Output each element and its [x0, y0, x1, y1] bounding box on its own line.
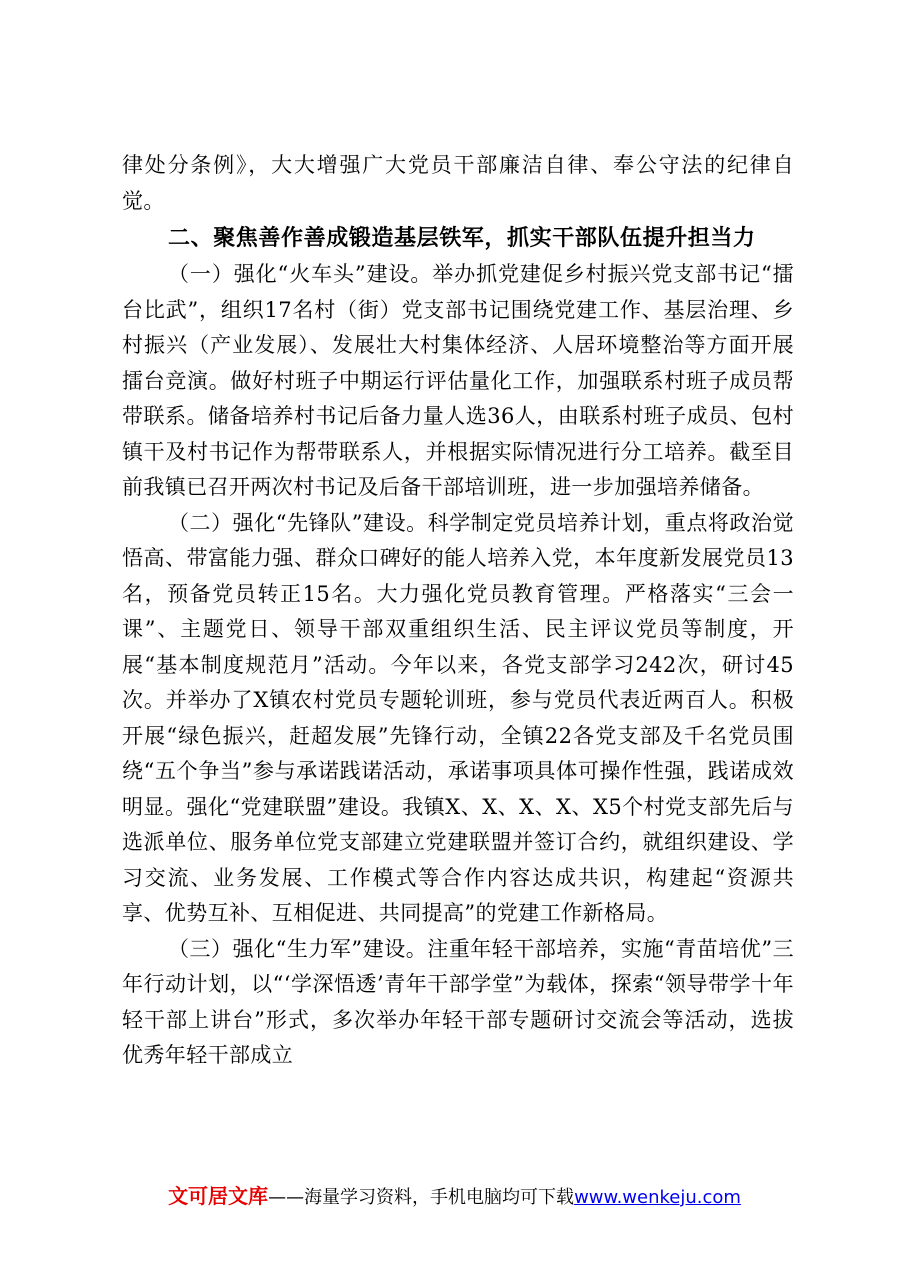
paragraph-locomotive: （一）强化“火车头”建设。举办抓党建促乡村振兴党支部书记“擂台比武”，组织17名村（街）党支部书记围绕党建工作、基层治理、乡村振兴（产业发展）、发展壮大村集体经济、人居环境整治等方面开展擂台竞演。做好村班子中期运行评估量化工作，加强联系村班子成员帮带联系。储备培养村书记后备力量人选36人，由联系村班子成员、包村镇干及村书记作为帮带联系人，并根据实际情况进行分工培养。截至目前我镇已召开两次村书记及后备干部培训班，进一步加强培养储备。: [122, 262, 794, 499]
footer-banner: [0, 1183, 909, 1211]
footer-slogan: ——海量学习资料，手机电脑均可下载: [268, 1187, 575, 1208]
document-body: [122, 148, 794, 1074]
footer-brand: 文可居文库: [168, 1184, 269, 1208]
footer-link[interactable]: www.wenkeju.com: [574, 1187, 741, 1208]
paragraph-vanguard: （二）强化“先锋队”建设。科学制定党员培养计划，重点将政治觉悟高、带富能力强、群众口碑好的能人培养入党，本年度新发展党员13名，预备党员转正15名。大力强化党员教育管理。严格落实“三会一课”、主题党日、领导干部双重组织生活、民主评议党员等制度，开展“基本制度规范月”活动。今年以来，各党支部学习242次，研讨45次。并举办了X镇农村党员专题轮训班，参与党员代表近两百人。积极开展“绿色振兴，赶超发展”先锋行动，全镇22各党支部及千名党员围绕“五个争当”参与承诺践诺活动，承诺事项具体可操作性强，践诺成效明显。强化“党建联盟”建设。我镇X、X、X、X、X5个村党支部先后与选派单位、服务单位党支部建立党建联盟并签订合约，就组织建设、学习交流、业务发展、工作模式等合作内容达成共识，构建起“资源共享、优势互补、互相促进、共同提高”的党建工作新格局。: [122, 510, 794, 925]
paragraph-new-force: （三）强化“生力军”建设。注重年轻干部培养，实施“青苗培优”三年行动计划，以“‘学深悟透’青年干部学堂”为载体，探索“领导带学十年轻干部上讲台”形式，多次举办年轻干部专题研讨交流会等活动，选拔优秀年轻干部成立: [122, 936, 794, 1067]
section-heading: 二、聚焦善作善成锻造基层铁军，抓实干部队伍提升担当力: [168, 225, 756, 251]
paragraph-continuation: 律处分条例》，大大增强广大党员干部廉洁自律、奉公守法的纪律自觉。: [122, 153, 794, 213]
